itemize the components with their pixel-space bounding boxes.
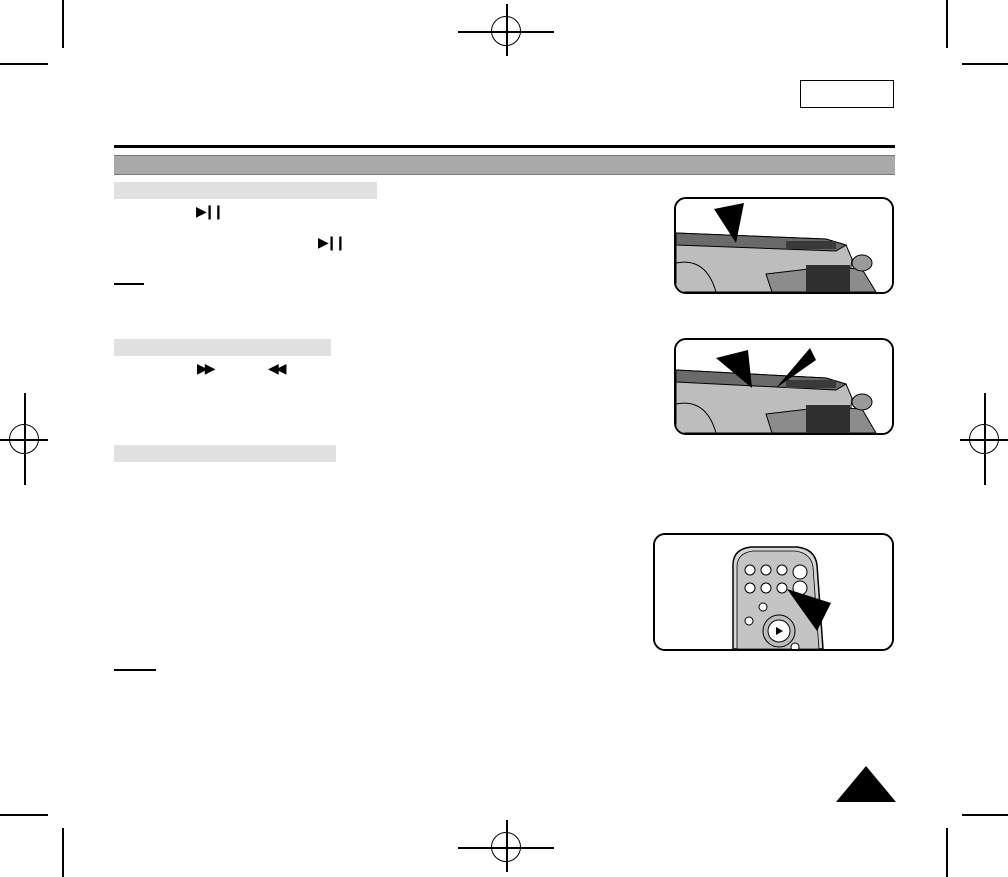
remote-control-illustration: [653, 533, 894, 651]
play-pause-icon: ▶❙❙: [196, 204, 222, 220]
camcorder-illustration-play: [674, 197, 894, 294]
crop-mark: [0, 63, 48, 65]
crop-mark: [946, 828, 948, 877]
note-underline: [114, 283, 144, 285]
fast-forward-icon: ▶▶: [197, 361, 213, 377]
subheading-bar-search: [114, 339, 331, 356]
section-title-bar: [114, 155, 895, 175]
crop-mark: [962, 814, 1008, 816]
subheading-bar-slow: [114, 445, 336, 462]
note-underline: [114, 669, 156, 671]
triangle-icon: [836, 766, 896, 802]
rewind-icon: ◀◀: [268, 361, 284, 377]
crop-mark: [962, 63, 1008, 65]
play-pause-icon: ▶❙❙: [318, 235, 344, 251]
language-box: [800, 80, 894, 108]
header-rule: [114, 145, 895, 148]
crop-mark: [62, 0, 64, 48]
subheading-bar-still: [114, 182, 377, 199]
crop-mark: [0, 814, 48, 816]
crop-mark: [946, 0, 948, 48]
crop-mark: [62, 828, 64, 877]
camcorder-illustration-search: [674, 338, 894, 435]
